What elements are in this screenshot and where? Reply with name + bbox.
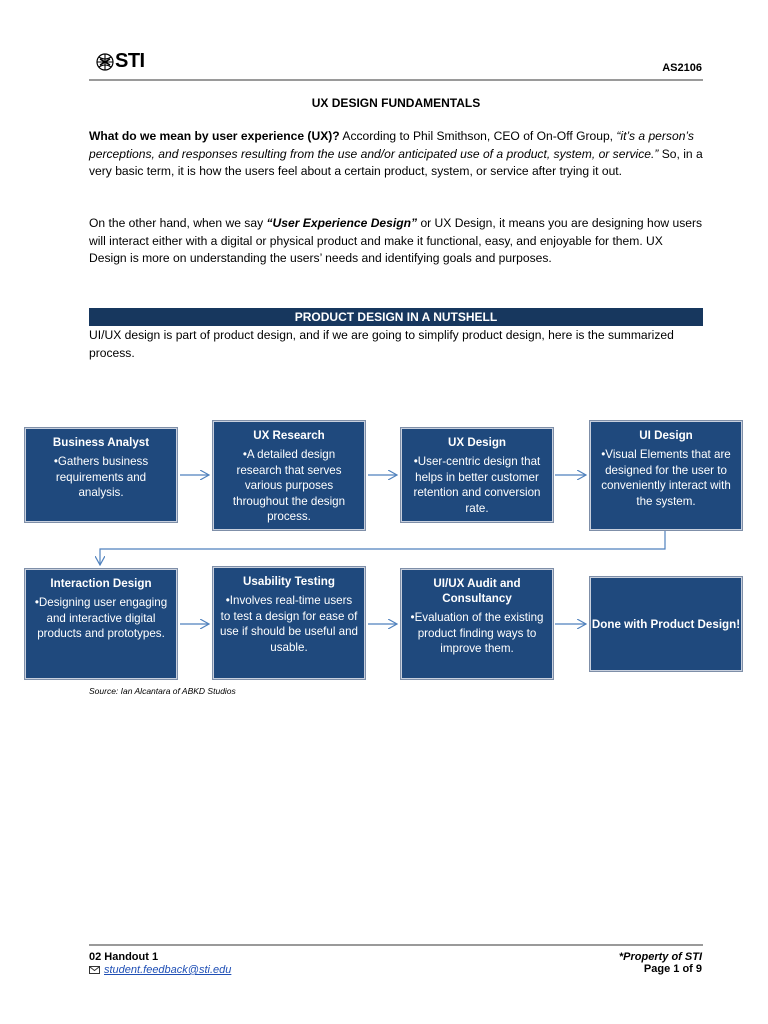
footer-right <box>619 951 702 975</box>
email-line <box>89 964 231 976</box>
flow-box-title: Business Analyst <box>52 436 150 449</box>
property-note: *Property of STI <box>618 951 702 963</box>
flow-box-ui-ux-audit <box>401 569 553 679</box>
flow-box-business-analyst <box>25 428 177 522</box>
diagram-source: Source: Ian Alcantara of ABKD Studios <box>89 686 236 696</box>
para2-text-1: On the other hand, when we say <box>89 216 267 230</box>
flow-box-usability-testing <box>213 567 365 679</box>
footer-left <box>89 951 231 976</box>
footer-rule <box>89 944 703 946</box>
flow-box-title: UX Research <box>253 429 325 442</box>
page-title: UX DESIGN FUNDAMENTALS <box>311 96 481 110</box>
email-link[interactable]: student.feedback@sti.edu <box>104 964 232 976</box>
intro-quote: “it’s a person’s perceptions, and responses resulting from the use and/or anticipated use of a product, system, or service.” <box>89 129 694 161</box>
flow-box-title: Interaction Design <box>50 577 152 590</box>
section-intro: UI/UX design is part of product design, and if we are going to simplify product design, here is the summarized process. <box>89 328 674 360</box>
flow-box-body: •Visual Elements that are designed for the user to conveniently interact with the system. <box>601 448 731 508</box>
sti-logo <box>96 50 145 73</box>
handout-label: 02 Handout 1 <box>89 951 159 963</box>
flow-box-title: UI/UX Audit and Consultancy <box>433 577 521 605</box>
flow-box-body: •A detailed design research that serves various purposes throughout the design process. <box>232 448 346 524</box>
para2-text-2: or UX Design, it means you are designing how users will interact either with a digital or physical product and make it functional, easy, and enjoyable for them. UX Design is more on understanding the users’ needs and identifying goals and purposes. <box>89 216 703 265</box>
flow-box-title: UI Design <box>639 429 693 442</box>
ux-design-paragraph <box>89 215 703 268</box>
header-rule <box>89 79 703 81</box>
para2-term: “User Experience Design” <box>266 216 418 230</box>
logo-text: STI <box>115 50 145 72</box>
flow-box-done <box>590 577 742 671</box>
flow-box-body: •Gathers business requirements and analysis. <box>53 455 149 500</box>
document-code: AS2106 <box>662 62 702 74</box>
flow-box-ux-research <box>213 421 365 530</box>
intro-text-2: So, in a very basic term, it is how the users feel about a certain product, system, or service after trying it out. <box>89 146 703 178</box>
intro-paragraph <box>89 128 703 181</box>
flow-box-title: Usability Testing <box>243 575 335 588</box>
intro-question: What do we mean by user experience (UX)? <box>89 129 340 143</box>
flow-box-body: •Evaluation of the existing product finding ways to improve them. <box>410 611 544 656</box>
arrow-wrap <box>100 530 665 565</box>
section-heading-band: PRODUCT DESIGN IN A NUTSHELL <box>89 308 703 326</box>
intro-text-1: According to Phil Smithson, CEO of On-Off Group, <box>339 129 617 143</box>
flow-box-ui-design <box>590 421 742 530</box>
flow-box-title: Done with Product Design! <box>591 617 741 631</box>
flow-box-body: •Involves real-time users to test a design for ease of use if should be useful and usable. <box>220 594 358 654</box>
flow-box-ux-design <box>401 428 553 522</box>
flow-box-body: •User-centric design that helps in better customer retention and conversion rate. <box>413 455 541 515</box>
globe-icon <box>96 53 114 71</box>
page-number: Page 1 of 9 <box>643 963 702 975</box>
flow-box-title: UX Design <box>448 436 506 449</box>
flow-box-interaction-design <box>25 569 177 679</box>
flow-box-body: •Designing user engaging and interactive digital products and prototypes. <box>34 596 168 641</box>
envelope-icon <box>89 966 100 974</box>
